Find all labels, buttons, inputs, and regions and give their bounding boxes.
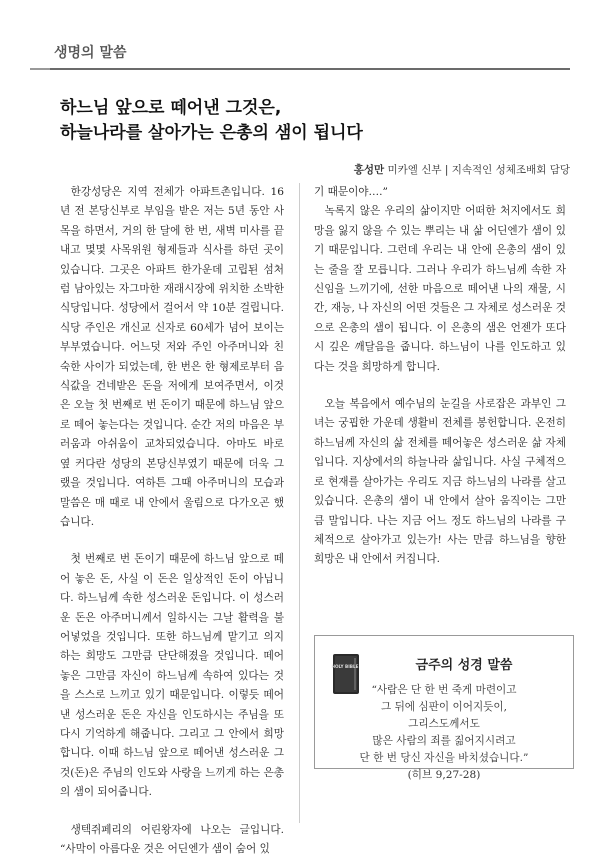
paragraph: 생텍쥐페리의 어린왕자에 나오는 글입니다. “사막이 아름다운 것은 어딘엔가 샘이 숨어 있 — [60, 823, 284, 855]
left-column — [60, 183, 284, 859]
paragraph: 녹록지 않은 우리의 삶이지만 어떠한 처지에서도 희망을 잃지 않을 수 있는 뿌리는 내 삶 어딘엔가 샘이 있기 때문입니다. 그런데 우리는 내 안에 은총의 샘이 있는 줄을 잘 모릅니다. 그러나 우리가 하느님께 속한 자신임을 느끼기에, 선한 마음으로 떼어낸 나의 재물, 시간, 재능, 나 자신의 어떤 것들은 그 자체로 성스러운 것으로 은총의 샘이 됩니다. 이 은총의 샘은 언젠가 또다시 깊은 깨달음을 줍니다. 하느님이 나를 인도하고 있다는 것을 희망하게 합니다. — [314, 205, 566, 373]
byline — [354, 162, 570, 177]
bible-verse — [315, 682, 573, 784]
paragraph: 첫 번째로 번 돈이기 때문에 하느님 앞으로 떼어 놓은 돈, 사실 이 돈은 일상적인 돈이 아닙니다. 하느님께 속한 성스러운 돈입니다. 이 성스러운 돈은 아주머니께서 일하시는 그날 활력을 불어넣었을 것입니다. 또한 하느님께 맡기고 의지하는 희망도 그만큼 단단해졌을 것입니다. 떼어 놓은 그만큼 자신이 하느님께 속하여 있다는 것을 스스로 느끼고 있기 때문입니다. 이렇듯 떼어낸 성스러운 돈은 자신을 인도하시는 주님을 또다시 기억하게 해줍니다. 그리고 그 안에서 희망합니다. 이때 하느님 앞으로 떼어낸 성스러운 그것(돈)은 주님의 인도와 사랑을 느끼게 하는 은총의 샘이 되어줍니다. — [60, 553, 284, 799]
bible-box-title: 금주의 성경 말씀 — [415, 658, 513, 673]
verse-line: 그 뒤에 심판이 이어지듯이, — [380, 701, 508, 713]
verse-line: 단 한 번 당신 자신을 바치셨습니다.” — [359, 752, 529, 764]
paragraph: 기 때문이야….” — [314, 186, 388, 198]
paragraph: 오늘 복음에서 예수님의 눈길을 사로잡은 과부인 그녀는 궁핍한 가운데 생활비 전체를 봉헌합니다. 온전히 하느님께 자신의 삶 전체를 떼어놓은 성스러운 삶 자체입니다. 지상에서의 하늘나라 삶입니다. 사실 구체적으로 현재를 살아가는 우리도 지금 하느님의 나라를 살고 있습니다. 은총의 샘이 내 안에서 살아 움직이는 그만큼 말입니다. 나는 지금 어느 정도 하느님의 나라를 구체적으로 살아가고 있는가! 사는 만큼 하느님을 향한 희망은 내 안에서 커집니다. — [314, 398, 566, 566]
title-line-2: 하늘나라를 살아가는 은총의 샘이 됩니다 — [60, 123, 363, 143]
article-title — [60, 96, 560, 146]
author-name: 홍성만 — [353, 164, 385, 176]
verse-line: 그리스도께서도 — [408, 718, 480, 730]
author-role: 미카엘 신부 | 지속적인 성체조배회 담당 — [387, 164, 570, 176]
right-column — [314, 183, 566, 570]
section-label: 생명의 말씀 — [54, 45, 127, 61]
verse-line: “사람은 단 한 번 죽게 마련이고 — [371, 684, 517, 696]
weekly-bible-verse-box — [314, 635, 574, 781]
section-header — [30, 38, 570, 70]
column-divider — [299, 183, 300, 823]
verse-reference: (히브 9,27-28) — [407, 769, 481, 781]
header-accent-line — [30, 68, 50, 70]
title-line-1: 하느님 앞으로 떼어낸 그것은, — [60, 98, 282, 118]
bible-icon-label: HOLY BIBLE — [331, 664, 359, 669]
verse-line: 많은 사람의 죄를 짊어지시려고 — [372, 735, 516, 747]
paragraph: 한강성당은 지역 전체가 아파트촌입니다. 16년 전 본당신부로 부임을 받은 저는 5년 동안 사목을 하면서, 거의 한 달에 한 번, 새벽 미사를 끝내고 몇몇 사목위원 형제들과 식사를 하던 곳이 있습니다. 그곳은 아파트 한가운데 고립된 섬처럼 남아있는 자그마한 재래시장에 위치한 소박한 식당입니다. 성당에서 걸어서 약 10분 걸립니다. 식당 주인은 개신교 신자로 60세가 넘어 보이는 부부였습니다. 어느덧 저와 주인 아주머니와 친숙한 사이가 되었는데, 한 번은 한 형제로부터 음식값을 건네받은 돈을 저에게 보여주면서, 이것은 오늘 첫 번째로 번 돈이기 때문에 하느님 앞으로 떼어 놓는다는 것입니다. 순간 저의 마음은 부러움과 아쉬움이 교차되었습니다. 아마도 바로 옆 커다란 성당의 본당신부였기 때문에 더욱 그랬을 것입니다. 여하튼 그때 아주머니의 모습과 말씀은 매 때로 내 안에서 울림으로 다가오곤 했습니다. — [60, 186, 284, 528]
